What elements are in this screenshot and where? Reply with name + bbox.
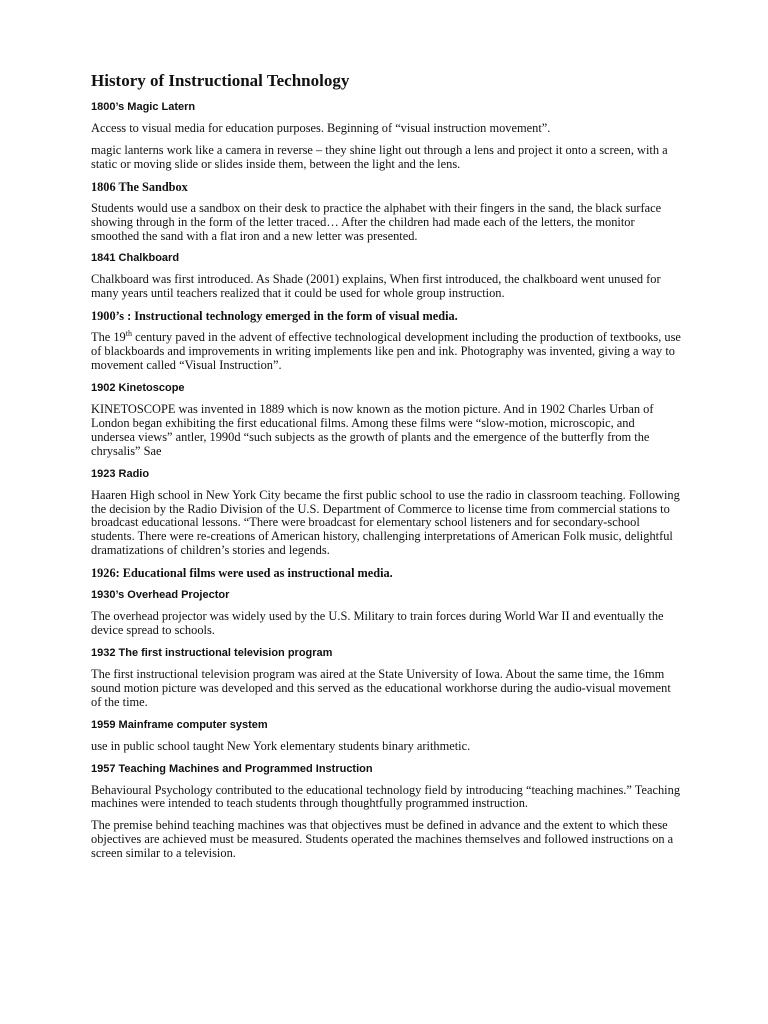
- paragraph: KINETOSCOPE was invented in 1889 which is now known as the motion picture. And in 1902 Charles Urban of London began exhibiting the first educational films. Among these films were “slow-motion, microscopic, and undersea views” antler, 1990d “such subjects as the growth of plants and the emergence of the butterfly from the chrysalis” Sae: [91, 401, 654, 458]
- paragraph-text: The 19: [91, 330, 126, 345]
- section-heading-chalkboard: 1841 Chalkboard: [91, 252, 180, 265]
- paragraph: Access to visual media for education purposes. Beginning of “visual instruction movement”.: [91, 121, 551, 135]
- paragraph: magic lanterns work like a camera in reverse – they shine light out through a lens and project it onto a screen, with a static or moving slide or slides inside them, between the light and the lens.: [91, 142, 668, 171]
- paragraph: The first instructional television program was aired at the State University of Iowa. About the same time, the 16mm sound motion picture was developed and this served as the educational workhorse during the audio-visual movement of the time.: [91, 666, 671, 709]
- paragraph: [91, 331, 681, 373]
- section-heading-visual-media: 1900’s : Instructional technology emerged in the form of visual media.: [91, 309, 458, 324]
- paragraph: The overhead projector was widely used by the U.S. Military to train forces during World War II and eventually the device spread to schools.: [91, 609, 664, 638]
- section-heading-teaching-machines: 1957 Teaching Machines and Programmed Instruction: [91, 762, 373, 775]
- paragraph-text: century paved in the advent of effective technological development including the production of textbooks, use of blackboards and improvements in writing implements like pen and ink. Photography was invented, giving a way to movement called “Visual Instruction”.: [91, 330, 681, 373]
- section-heading-mainframe: 1959 Mainframe computer system: [91, 718, 268, 731]
- document-page: [91, 70, 681, 869]
- section-heading-overhead-projector: 1930’s Overhead Projector: [91, 589, 230, 602]
- paragraph: Chalkboard was first introduced. As Shade (2001) explains, When first introduced, the chalkboard went unused for many years until teachers realized that it could be used for whole group instruction.: [91, 272, 661, 301]
- paragraph: use in public school taught New York elementary students binary arithmetic.: [91, 738, 471, 753]
- paragraph: Behavioural Psychology contributed to the educational technology field by introducing “teaching machines.” Teaching machines were intended to teach students through thoughtfully programmed instruction.: [91, 782, 681, 811]
- section-heading-educational-films: 1926: Educational films were used as instructional media.: [91, 566, 393, 581]
- section-heading-radio: 1923 Radio: [91, 467, 150, 480]
- section-heading-sandbox: 1806 The Sandbox: [91, 179, 188, 194]
- superscript: th: [125, 329, 132, 339]
- section-heading-kinetoscope: 1902 Kinetoscope: [91, 381, 185, 394]
- paragraph: The premise behind teaching machines was that objectives must be defined in advance and the extent to which these objectives are achieved must be measured. Students operated the machines themselves and followed instructions on a screen similar to a television.: [91, 818, 674, 861]
- paragraph: Students would use a sandbox on their desk to practice the alphabet with their fingers in the sand, the black surface showing through in the form of the letter traced… After the children had made each of the letters, the monitor smoothed the sand with a flat iron and a new letter was presented.: [91, 200, 662, 243]
- paragraph: Haaren High school in New York City became the first public school to use the radio in classroom teaching. Following the decision by the Radio Division of the U.S. Department of Commerce to license time from commercial stations to broadcast educational lessons. “There were broadcast for elementary school listeners and for secondary-school students. There were re-creations of American history, challenging interpretations of American Folk music, delightful dramatizations of children’s stories and legends.: [91, 487, 680, 558]
- document-title: History of Instructional Technology: [91, 71, 350, 90]
- section-heading-instructional-television: 1932 The first instructional television program: [91, 646, 333, 659]
- section-heading-magic-lantern: 1800’s Magic Latern: [91, 101, 196, 113]
